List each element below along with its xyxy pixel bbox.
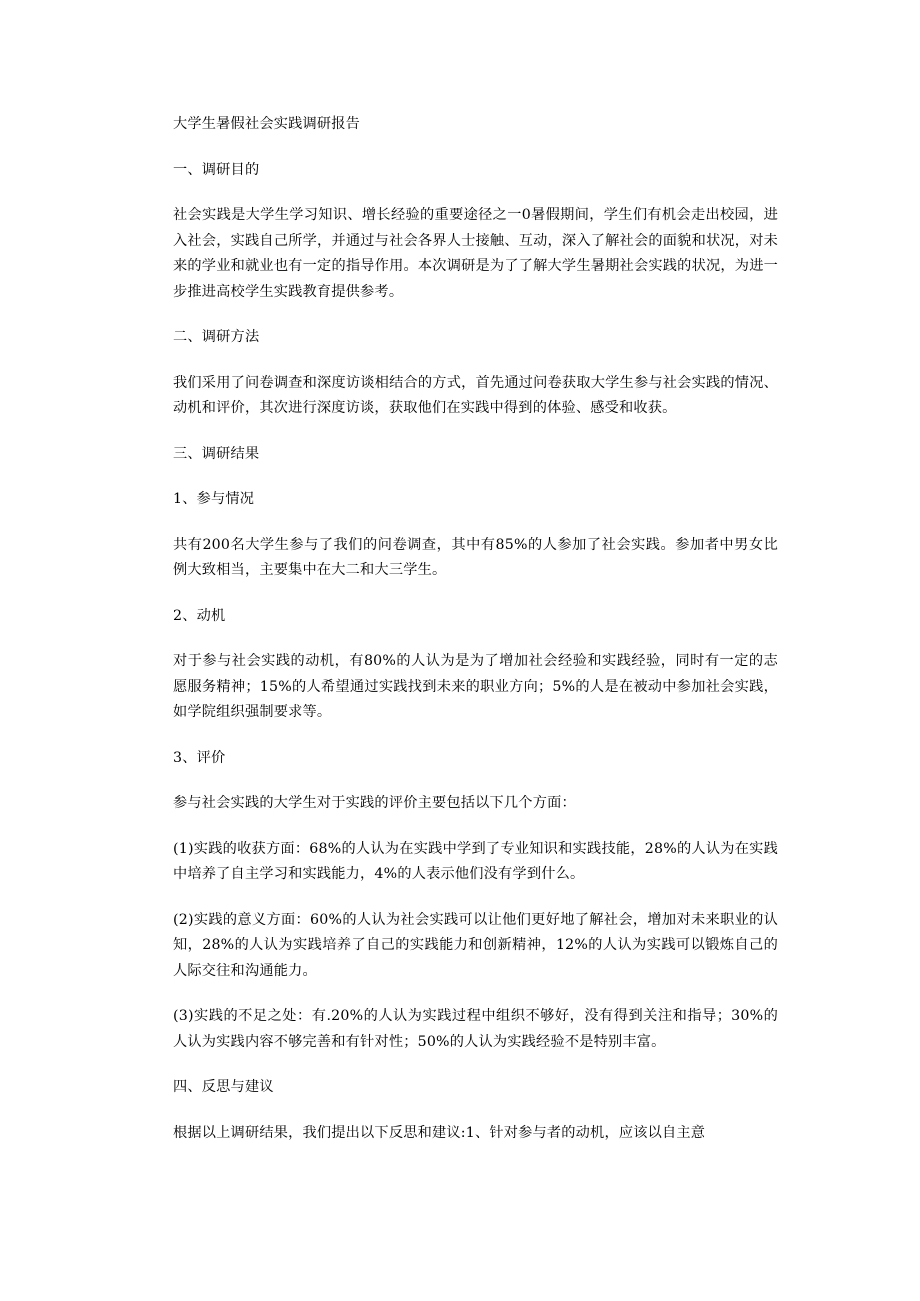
paragraph-evaluation-meaning: (2)实践的意义方面：60%的人认为社会实践可以让他们更好地了解社会，增加对未来职业的认知，28%的人认为实践培养了自己的实践能力和创新精神，12%的人认为实践可以锻炼自己的人际交往和沟通能力。 [173,911,778,979]
subheading-evaluation: 3、评价 [173,749,226,766]
section-heading-reflection: 四、反思与建议 [173,1079,274,1095]
document-title: 大学生暑假社会实践调研报告 [173,116,361,132]
subheading-motivation: 2、动机 [173,607,226,624]
paragraph-method: 我们采用了问卷调查和深度访谈相结合的方式，首先通过问卷获取大学生参与社会实践的情况、动机和评价，其次进行深度访谈，获取他们在实践中得到的体验、感受和收获。 [173,374,778,416]
paragraph-evaluation-intro: 参与社会实践的大学生对于实践的评价主要包括以下几个方面： [173,795,576,811]
paragraph-purpose: 社会实践是大学生学习知识、增长经验的重要途径之一0暑假期间，学生们有机会走出校园，进入社会，实践自己所学，并通过与社会各界人士接触、互动，深入了解社会的面貌和状况，对未来的学业和就业也有一定的指导作用。本次调研是为了了解大学生暑期社会实践的状况，为进一步推进高校学生实践教育提供参考。 [173,207,778,300]
paragraph-reflection: 根据以上调研结果，我们提出以下反思和建议:1、针对参与者的动机，应该以自主意 [173,1124,706,1141]
paragraph-evaluation-shortcomings: (3)实践的不足之处：有.20%的人认为实践过程中组织不够好，没有得到关注和指导；30%的人认为实践内容不够完善和有针对性；50%的人认为实践经验不是特别丰富。 [173,1008,778,1050]
paragraph-motivation: 对于参与社会实践的动机，有80%的人认为是为了增加社会经验和实践经验，同时有一定的志愿服务精神；15%的人希望通过实践找到未来的职业方向；5%的人是在被动中参加社会实践，如学院组织强制要求等。 [173,653,778,720]
section-heading-results: 三、调研结果 [173,445,260,462]
section-heading-purpose: 一、调研目的 [173,161,260,178]
paragraph-participation: 共有200名大学生参与了我们的问卷调查，其中有85%的人参加了社会实践。参加者中男女比例大致相当，主要集中在大二和大三学生。 [173,536,778,578]
subheading-participation: 1、参与情况 [173,491,255,507]
paragraph-evaluation-gains: (1)实践的收获方面：68%的人认为在实践中学到了专业知识和实践技能，28%的人认为在实践中培养了自主学习和实践能力，4%的人表示他们没有学到什么。 [173,840,778,882]
document-body [173,112,778,1166]
section-heading-method: 二、调研方法 [173,329,260,345]
